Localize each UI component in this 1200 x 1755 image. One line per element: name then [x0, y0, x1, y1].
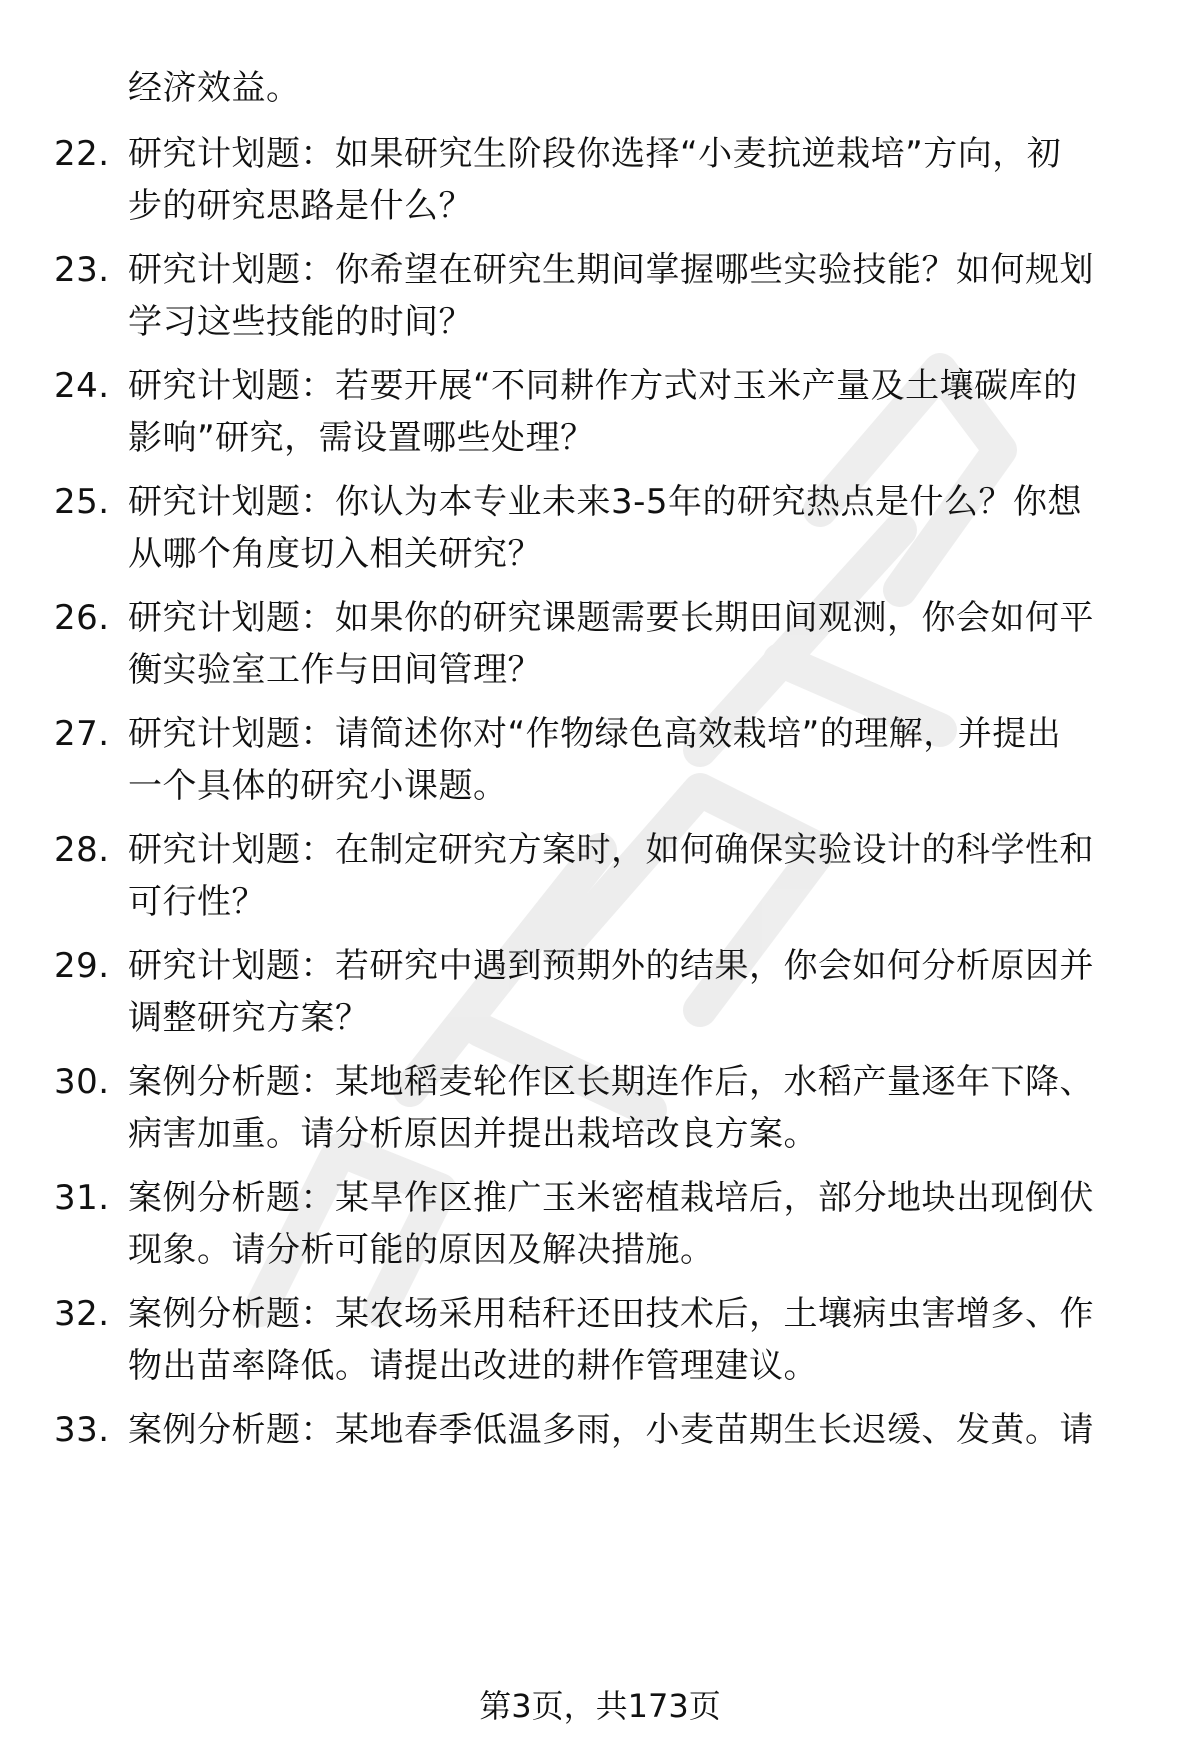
question-line: 影响”研究，需设置哪些处理？ — [128, 418, 595, 458]
question-line: 案例分析题：某地稻麦轮作区长期连作后，水稻产量逐年下降、 — [128, 1062, 1094, 1102]
question-line: 研究计划题：在制定研究方案时，如何确保实验设计的科学性和 — [128, 830, 1094, 870]
question-line: 研究计划题：若要开展“不同耕作方式对玉米产量及土壤碳库的 — [128, 366, 1078, 406]
question-number: 25. — [54, 482, 110, 522]
question-number: 27. — [54, 714, 110, 754]
question-text — [128, 128, 1138, 232]
question-line: 步的研究思路是什么？ — [128, 186, 473, 226]
question-line: 调整研究方案？ — [128, 998, 370, 1038]
question-number: 23. — [54, 250, 110, 290]
continuation-text: 经济效益。 — [128, 68, 301, 108]
question-line: 现象。请分析可能的原因及解决措施。 — [128, 1230, 715, 1270]
question-text — [128, 592, 1138, 696]
question-text — [128, 360, 1138, 464]
question-number: 32. — [54, 1294, 110, 1334]
question-line: 从哪个角度切入相关研究？ — [128, 534, 542, 574]
question-line: 物出苗率降低。请提出改进的耕作管理建议。 — [128, 1346, 818, 1386]
question-text — [128, 940, 1138, 1044]
question-number: 26. — [54, 598, 110, 638]
question-text — [128, 708, 1138, 812]
question-number: 28. — [54, 830, 110, 870]
question-text — [128, 1172, 1138, 1276]
question-line: 学习这些技能的时间？ — [128, 302, 473, 342]
question-line: 可行性？ — [128, 882, 266, 922]
question-text — [128, 824, 1138, 928]
question-text — [128, 476, 1138, 580]
question-line: 案例分析题：某地春季低温多雨，小麦苗期生长迟缓、发黄。请 — [128, 1410, 1094, 1450]
question-number: 24. — [54, 366, 110, 406]
question-line: 案例分析题：某农场采用秸秆还田技术后，土壤病虫害增多、作 — [128, 1294, 1094, 1334]
question-line: 案例分析题：某旱作区推广玉米密植栽培后，部分地块出现倒伏 — [128, 1178, 1094, 1218]
question-line: 研究计划题：你希望在研究生期间掌握哪些实验技能？如何规划 — [128, 250, 1094, 290]
question-number: 30. — [54, 1062, 110, 1102]
question-line: 一个具体的研究小课题。 — [128, 766, 508, 806]
question-line: 研究计划题：你认为本专业未来3-5年的研究热点是什么？你想 — [128, 482, 1083, 522]
question-line: 衡实验室工作与田间管理？ — [128, 650, 542, 690]
question-text — [128, 1404, 1138, 1456]
question-line: 研究计划题：若研究中遇到预期外的结果，你会如何分析原因并 — [128, 946, 1094, 986]
question-text — [128, 1288, 1138, 1392]
question-number: 33. — [54, 1410, 110, 1450]
question-line: 研究计划题：如果研究生阶段你选择“小麦抗逆栽培”方向，初 — [128, 134, 1062, 174]
question-line: 研究计划题：如果你的研究课题需要长期田间观测，你会如何平 — [128, 598, 1094, 638]
question-text — [128, 244, 1138, 348]
question-text — [128, 1056, 1138, 1160]
question-line: 研究计划题：请简述你对“作物绿色高效栽培”的理解，并提出 — [128, 714, 1062, 754]
question-number: 31. — [54, 1178, 110, 1218]
page-footer: 第3页，共173页 — [479, 1687, 721, 1725]
question-number: 29. — [54, 946, 110, 986]
question-line: 病害加重。请分析原因并提出栽培改良方案。 — [128, 1114, 818, 1154]
question-number: 22. — [54, 134, 110, 174]
